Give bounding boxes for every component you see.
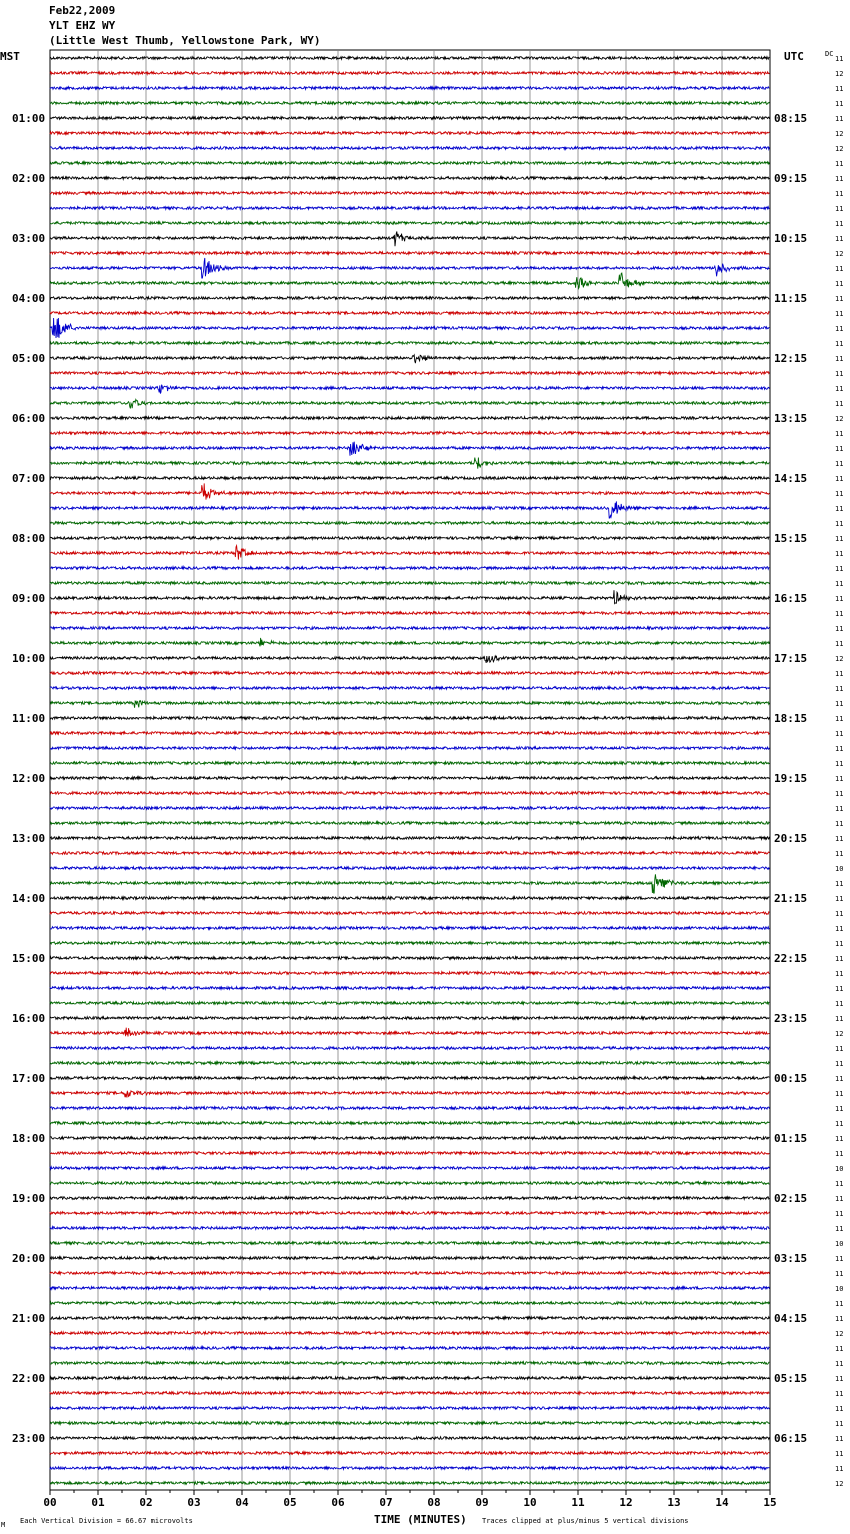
seismic-trace [50,192,769,195]
seismic-trace [50,1122,769,1125]
hour-label-utc: 00:15 [774,1072,808,1085]
seismic-trace [50,1091,769,1098]
hour-label-mst: 06:00 [12,412,46,425]
dc-offset-label: 11 [835,1450,844,1458]
hour-label-mst: 16:00 [12,1012,46,1025]
dc-offset-label: 11 [835,355,844,363]
dc-offset-label: 11 [835,340,844,348]
dc-offset-label: 11 [835,235,844,243]
dc-offset-label: 11 [835,1135,844,1143]
seismic-trace [50,656,769,663]
seismic-trace [50,1047,769,1050]
seismic-trace [50,117,769,120]
dc-offset-label: 11 [835,430,844,438]
dc-offset-label: 11 [835,1060,844,1068]
dc-offset-label: 11 [835,925,844,933]
dc-offset-label: 11 [835,460,844,468]
seismic-trace [50,57,769,60]
x-tick-label: 14 [715,1496,729,1509]
dc-offset-label: 11 [835,490,844,498]
seismic-trace [50,777,769,780]
seismic-trace [50,1017,769,1020]
dc-offset-label: 11 [835,610,844,618]
dc-offset-label: 11 [835,760,844,768]
x-tick-label: 01 [91,1496,105,1509]
dc-offset-label: 11 [835,625,844,633]
dc-offset-label: 11 [835,1075,844,1083]
seismic-trace [50,1377,769,1380]
x-axis-title: TIME (MINUTES) [374,1513,467,1526]
seismic-trace [50,1062,769,1065]
dc-offset-label: 11 [835,1315,844,1323]
seismic-trace [50,162,769,165]
seismic-trace [50,590,769,603]
hour-label-utc: 14:15 [774,472,808,485]
seismic-trace [50,567,769,570]
dc-offset-label: 11 [835,1045,844,1053]
dc-offset-label: 11 [835,1120,844,1128]
dc-offset-label: 12 [835,130,844,138]
dc-offset-label: 11 [835,970,844,978]
seismic-trace [50,1437,769,1440]
dc-offset-label: 11 [835,1345,844,1353]
x-tick-label: 02 [139,1496,153,1509]
seismic-trace [50,342,769,345]
dc-offset-label: 11 [835,985,844,993]
dc-offset-label: 11 [835,280,844,288]
dc-offset-label: 11 [835,1180,844,1188]
dc-offset-label: 12 [835,1480,844,1488]
hour-label-utc: 16:15 [774,592,808,605]
hour-label-utc: 18:15 [774,712,808,725]
dc-offset-label: 11 [835,310,844,318]
hour-label-mst: 07:00 [12,472,46,485]
clip-note: Traces clipped at plus/minus 5 vertical divisions [482,1517,689,1525]
trace-lines [50,57,769,1485]
seismic-trace [50,546,769,560]
hour-label-mst: 22:00 [12,1372,46,1385]
hour-label-utc: 03:15 [774,1252,808,1265]
seismic-trace [50,1467,769,1470]
dc-offset-label: 11 [835,790,844,798]
hour-label-mst: 08:00 [12,532,46,545]
seismic-trace [50,1077,769,1080]
dc-offset-label: 11 [835,550,844,558]
dc-offset-label: 11 [835,1390,844,1398]
x-tick-label: 08 [427,1496,441,1509]
seismic-trace [50,582,769,585]
hour-label-utc: 20:15 [774,832,808,845]
dc-offset-label: 12 [835,1030,844,1038]
dc-offset-label: 11 [835,670,844,678]
hour-label-utc: 21:15 [774,892,808,905]
x-tick-label: 15 [763,1496,777,1509]
left-zone-label: MST [0,50,20,63]
seismic-trace [50,177,769,180]
dc-offset-label: 11 [835,1105,844,1113]
seismic-trace [50,807,769,810]
hour-label-utc: 09:15 [774,172,808,185]
hour-label-utc: 22:15 [774,952,808,965]
seismic-trace [50,1002,769,1005]
hour-label-utc: 11:15 [774,292,808,305]
dc-offset-label: 11 [835,820,844,828]
hour-label-utc: 23:15 [774,1012,808,1025]
dc-offset-label: 11 [835,1300,844,1308]
x-tick-label: 09 [475,1496,489,1509]
dc-offset-label: 10 [835,1165,844,1173]
hour-label-mst: 05:00 [12,352,46,365]
seismic-trace [50,987,769,990]
seismic-trace [50,231,769,246]
dc-offset-label: 11 [835,745,844,753]
seismic-trace [50,87,769,90]
seismic-trace [50,483,769,499]
hour-label-mst: 19:00 [12,1192,46,1205]
hour-label-utc: 13:15 [774,412,808,425]
seismic-trace [50,874,769,893]
seismic-trace [50,1257,769,1260]
seismic-trace [50,1332,769,1335]
hour-label-mst: 17:00 [12,1072,46,1085]
dc-offset-label: 12 [835,250,844,258]
seismic-trace [50,1287,769,1290]
seismic-trace [50,1302,769,1305]
dc-offset-label: 11 [835,535,844,543]
hour-label-mst: 13:00 [12,832,46,845]
time-labels [12,55,843,1509]
dc-offset-label: 11 [835,1360,844,1368]
dc-offset-label: 11 [835,475,844,483]
seismic-trace [50,522,769,525]
seismic-trace [50,258,769,278]
dc-offset-label: 12 [835,655,844,663]
seismic-trace [50,252,769,255]
seismic-trace [50,762,769,765]
seismic-trace [50,747,769,750]
seismic-trace [50,912,769,915]
seismic-trace [50,837,769,840]
dc-offset-label: 12 [835,70,844,78]
seismic-trace [50,72,769,75]
seismic-trace [50,1107,769,1110]
dc-offset-label: 11 [835,325,844,333]
dc-offset-label: 11 [835,1090,844,1098]
dc-offset-label: 12 [835,1330,844,1338]
dc-offset-label: 11 [835,1000,844,1008]
hour-label-utc: 10:15 [774,232,808,245]
seismic-trace [50,432,769,435]
dc-offset-label: 11 [835,220,844,228]
seismic-trace [50,417,769,420]
dc-offset-label: 10 [835,1240,844,1248]
seismic-trace [50,638,769,646]
hour-label-mst: 10:00 [12,652,46,665]
dc-offset-label: 11 [835,685,844,693]
x-tick-label: 07 [379,1496,393,1509]
seismic-trace [50,867,769,870]
dc-offset-label: 11 [835,1255,844,1263]
dc-offset-label: 11 [835,1225,844,1233]
dc-offset-label: 11 [835,190,844,198]
seismic-trace [50,1167,769,1170]
seismic-trace [50,132,769,135]
dc-offset-label: 11 [835,205,844,213]
seismic-trace [50,537,769,540]
dc-offset-label: 11 [835,1195,844,1203]
dc-offset-label: 11 [835,940,844,948]
seismic-trace [50,1347,769,1350]
dc-offset-label: 11 [835,715,844,723]
dc-offset-label: 11 [835,1270,844,1278]
x-tick-label: 06 [331,1496,345,1509]
dc-offset-label: 11 [835,370,844,378]
seismic-trace [50,1152,769,1155]
dc-offset-label: 11 [835,640,844,648]
seismic-trace [50,732,769,735]
seismic-trace [50,355,769,363]
hour-label-utc: 02:15 [774,1192,808,1205]
seismic-trace [50,612,769,615]
seismic-trace [50,385,769,394]
hour-label-utc: 12:15 [774,352,808,365]
dc-offset-label: 11 [835,850,844,858]
seismic-trace [50,273,769,288]
dc-offset-label: 11 [835,775,844,783]
seismic-trace [50,1362,769,1365]
hour-label-mst: 04:00 [12,292,46,305]
dc-offset-label: 11 [835,445,844,453]
seismic-trace [50,972,769,975]
hour-label-mst: 14:00 [12,892,46,905]
seismic-trace [50,792,769,795]
header-date: Feb22,2009 [49,4,116,17]
seismic-trace [50,687,769,690]
hour-label-mst: 12:00 [12,772,46,785]
dc-offset-label: 11 [835,1405,844,1413]
dc-offset-label: 11 [835,580,844,588]
footer-mark: M [1,1521,6,1529]
dc-offset-label: 11 [835,1420,844,1428]
hour-label-mst: 23:00 [12,1432,46,1445]
hour-label-mst: 01:00 [12,112,46,125]
dc-offset-label: 11 [835,835,844,843]
seismic-trace [50,1272,769,1275]
seismic-trace [50,1422,769,1425]
seismic-trace [50,957,769,960]
dc-offset-label: 11 [835,85,844,93]
dc-offset-label: 11 [835,1150,844,1158]
hour-label-utc: 01:15 [774,1132,808,1145]
dc-offset-label: 11 [835,1375,844,1383]
seismic-trace [50,477,769,480]
hour-label-utc: 08:15 [774,112,808,125]
seismic-trace [50,1028,769,1037]
seismic-trace [50,1317,769,1320]
seismic-trace [50,897,769,900]
dc-offset-label: 11 [835,160,844,168]
hour-label-utc: 04:15 [774,1312,808,1325]
seismic-trace [50,672,769,675]
dc-offset-label: 11 [835,1465,844,1473]
seismic-trace [50,1227,769,1230]
dc-offset-label: 11 [835,700,844,708]
vertical-division-note: Each Vertical Division = 66.67 microvolts [20,1517,193,1525]
dc-offset-label: 11 [835,265,844,273]
seismic-trace [50,1242,769,1245]
seismic-trace [50,717,769,720]
x-tick-label: 11 [571,1496,585,1509]
hour-label-mst: 03:00 [12,232,46,245]
seismic-trace [50,222,769,225]
header-station: YLT EHZ WY [49,19,116,32]
seismic-trace [50,399,769,408]
dc-offset-label: 11 [835,1435,844,1443]
seismic-trace [50,297,769,300]
hour-label-utc: 19:15 [774,772,808,785]
seismic-trace [50,701,769,708]
hour-label-mst: 09:00 [12,592,46,605]
seismic-trace [50,1452,769,1455]
seismic-trace [50,1392,769,1395]
seismic-trace [50,147,769,150]
dc-offset-label: 12 [835,415,844,423]
seismic-trace [50,1197,769,1200]
seismic-trace [50,852,769,855]
seismic-trace [50,1407,769,1410]
dc-offset-label: 11 [835,175,844,183]
dc-offset-label: 11 [835,730,844,738]
hour-label-utc: 15:15 [774,532,808,545]
x-tick-label: 13 [667,1496,681,1509]
dc-offset-label: 11 [835,1015,844,1023]
dc-offset-label: 11 [835,895,844,903]
dc-offset-label: 11 [835,505,844,513]
x-tick-label: 12 [619,1496,633,1509]
hour-label-mst: 21:00 [12,1312,46,1325]
seismic-trace [50,102,769,105]
dc-offset-label: 10 [835,865,844,873]
hour-label-mst: 18:00 [12,1132,46,1145]
dc-offset-label: 11 [835,565,844,573]
x-tick-label: 05 [283,1496,297,1509]
dc-offset-label: 11 [835,295,844,303]
seismic-trace [50,942,769,945]
hour-label-mst: 02:00 [12,172,46,185]
dc-offset-label: 11 [835,115,844,123]
seismic-trace [50,318,769,338]
seismic-trace [50,207,769,210]
seismic-trace [50,501,769,518]
hour-label-mst: 20:00 [12,1252,46,1265]
dc-offset-label: 11 [835,955,844,963]
dc-offset-label: 11 [835,55,844,63]
seismic-trace [50,458,769,469]
hour-label-utc: 06:15 [774,1432,808,1445]
hour-label-mst: 15:00 [12,952,46,965]
x-tick-label: 10 [523,1496,537,1509]
hour-label-utc: 17:15 [774,652,808,665]
seismic-trace [50,822,769,825]
dc-header-label: DC [825,50,834,58]
dc-offset-label: 11 [835,910,844,918]
dc-offset-label: 11 [835,520,844,528]
seismic-trace [50,1212,769,1215]
seismic-trace [50,312,769,315]
right-zone-label: UTC [784,50,804,63]
dc-offset-label: 11 [835,595,844,603]
seismic-trace [50,627,769,630]
dc-offset-label: 11 [835,1210,844,1218]
seismic-trace [50,927,769,930]
dc-offset-label: 10 [835,1285,844,1293]
dc-offset-label: 11 [835,385,844,393]
header-location: (Little West Thumb, Yellowstone Park, WY) [49,34,321,47]
dc-offset-label: 11 [835,805,844,813]
dc-offset-label: 11 [835,100,844,108]
dc-offset-label: 11 [835,880,844,888]
seismic-trace [50,1137,769,1140]
seismic-trace [50,1482,769,1485]
seismic-trace [50,442,769,456]
hour-label-mst: 11:00 [12,712,46,725]
x-tick-label: 00 [43,1496,57,1509]
dc-offset-label: 12 [835,145,844,153]
seismic-trace [50,372,769,375]
x-tick-label: 04 [235,1496,249,1509]
hour-label-utc: 05:15 [774,1372,808,1385]
x-tick-label: 03 [187,1496,201,1509]
dc-offset-label: 11 [835,400,844,408]
seismic-trace [50,1182,769,1185]
